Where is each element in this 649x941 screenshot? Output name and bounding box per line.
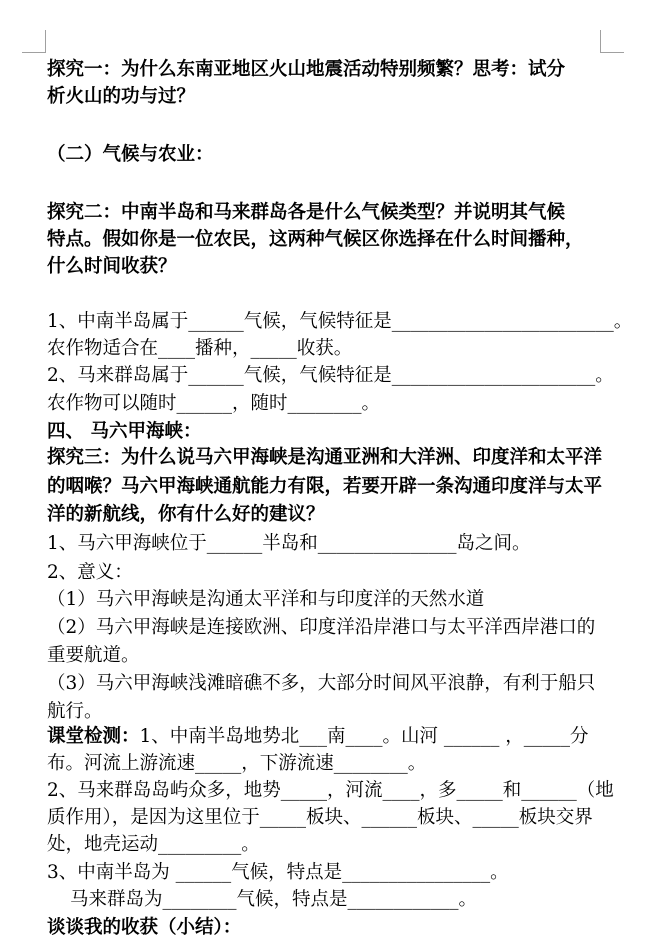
page-corner-mark-left — [22, 30, 46, 53]
section-climate-agriculture-heading: （二）气候与农业： — [47, 144, 214, 165]
inquiry-2-question: 探究二：中南半岛和马来群岛各是什么气候类型？并说明其气候 — [47, 202, 566, 223]
inquiry-2-question-cont: 特点。假如你是一位农民，这两种气候区你选择在什么时间播种， — [47, 229, 584, 250]
inquiry-3-question-end: 洋的新航线，你有什么好的建议？ — [47, 504, 325, 525]
inquiry-3-question-cont: 的咽喉？马六甲海峡通航能力有限，若要开辟一条沟通印度洋与太平 — [47, 476, 603, 497]
inquiry-3-question: 探究三：为什么说马六甲海峡是沟通亚洲和大洋洲、印度洋和太平洋 — [47, 447, 603, 468]
significance-point-2-cont: 重要航道。 — [47, 645, 140, 666]
class-check-q1-cont: 布。河流上游流速_____，下游流速________。 — [47, 753, 427, 774]
inquiry-1-question-cont: 析火山的功与过？ — [47, 86, 196, 107]
fill-in-indochina-crops: 农作物适合在____播种，_____收获。 — [47, 338, 353, 359]
class-check-q3-cont: 马来群岛为________气候，特点是____________。 — [70, 889, 478, 910]
significance-point-3: （3）马六甲海峡浅滩暗礁不多，大部分时间风平浪静，有利于船只 — [47, 673, 596, 694]
inquiry-1-question: 探究一：为什么东南亚地区火山地震活动特别频繁？思考：试分 — [47, 59, 566, 80]
fill-in-malacca-location: 1、马六甲海峡位于______半岛和_______________岛之间。 — [47, 533, 531, 554]
class-check-q1 — [47, 723, 589, 750]
significance-point-1: （1）马六甲海峡是沟通太平洋和与印度洋的天然水道 — [47, 589, 485, 610]
summary-heading: 谈谈我的收获（小结）： — [47, 917, 242, 938]
page-corner-mark-right — [600, 30, 624, 53]
significance-heading: 2、意义： — [47, 562, 133, 583]
class-check-q2: 2、马来群岛岛屿众多，地势_____，河流____，多_____和______（地 — [47, 780, 614, 801]
fill-in-malay-crops: 农作物可以随时______，随时________。 — [47, 393, 381, 414]
significance-point-3-cont: 航行。 — [47, 701, 103, 722]
section-malacca-heading: 四、 马六甲海峡： — [47, 421, 202, 442]
fill-in-malay-climate: 2、马来群岛属于______气候，气候特征是______________________。 — [47, 365, 614, 386]
class-check-label: 课堂检测： — [47, 726, 140, 747]
significance-point-2: （2）马六甲海峡是连接欧洲、印度洋沿岸港口与太平洋西岸港口的 — [47, 617, 596, 638]
class-check-q2-end: 处，地壳运动_________。 — [47, 834, 260, 855]
inquiry-2-question-end: 什么时间收获？ — [47, 256, 177, 277]
fill-in-indochina-climate: 1、中南半岛属于______气候，气候特征是________________________。 — [47, 311, 633, 332]
class-check-q1-text: 1、中南半岛地势北___南____。山河 ______ ，_____分 — [139, 726, 589, 747]
class-check-q3: 3、中南半岛为 ______气候，特点是________________。 — [47, 862, 509, 883]
class-check-q2-cont: 质作用），是因为这里位于_____板块、______板块、_____板块交界 — [47, 807, 593, 828]
